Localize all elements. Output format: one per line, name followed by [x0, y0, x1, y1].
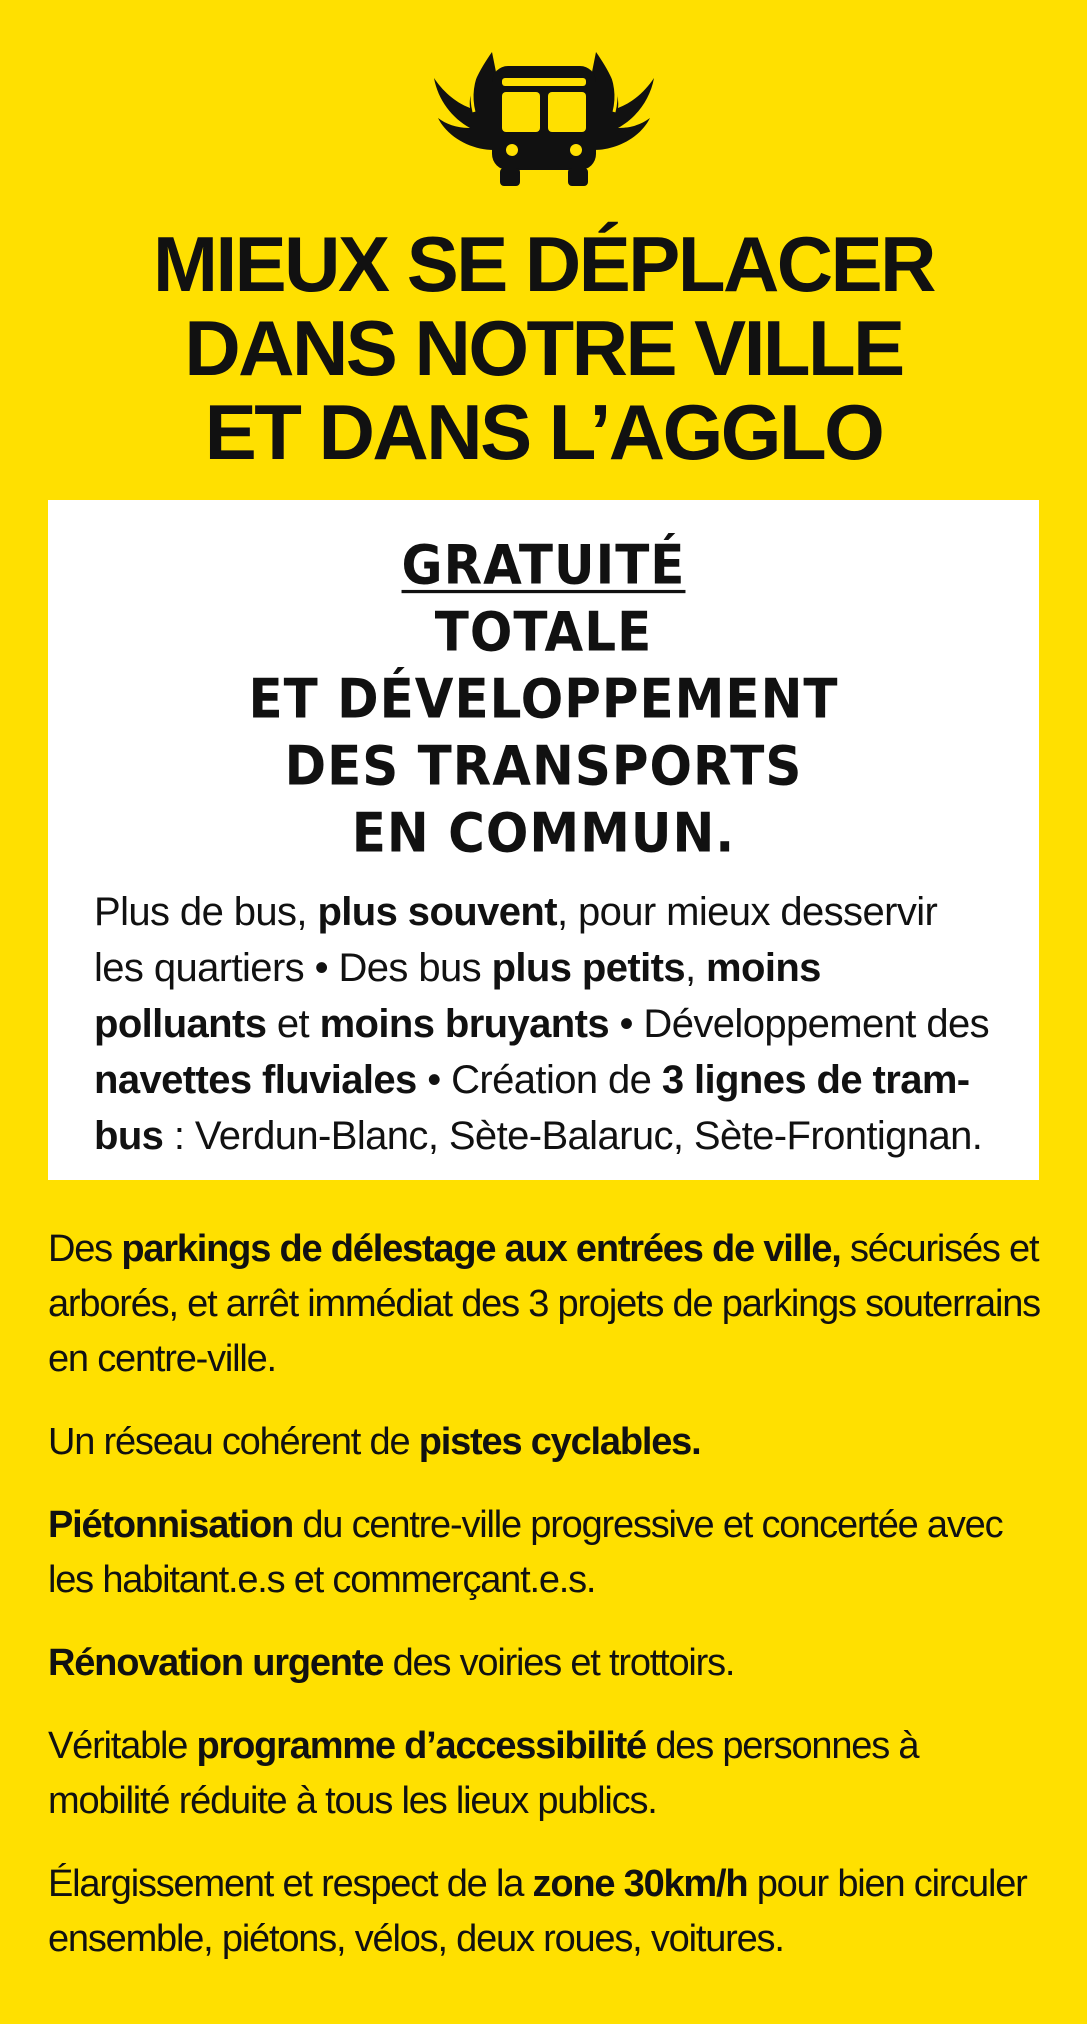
headline-line: ET DANS L’AGGLO	[204, 388, 883, 476]
item-bold: programme d’accessibilité	[196, 1725, 646, 1767]
box-title-rest: TOTALE	[434, 600, 653, 664]
box-title-line	[94, 532, 993, 666]
box-title-line: EN COMMUN.	[351, 801, 736, 865]
box-paragraph	[94, 884, 993, 1164]
text-segment: • Création de	[416, 1058, 662, 1102]
transport-box	[48, 500, 1039, 1180]
underlined-word: GRATUITÉ	[401, 533, 686, 597]
item-post: du centre-ville progressive et concertée avec les habitant.e.s et commerçant.e.s.	[48, 1504, 1003, 1601]
measures-list	[48, 1222, 1048, 1995]
item-pre: Un réseau cohérent de	[48, 1421, 419, 1463]
winged-bus-icon	[430, 42, 658, 192]
text-segment: ,	[684, 946, 707, 990]
headline-line: MIEUX SE DÉPLACER	[153, 220, 934, 308]
item-post: sécurisés et arborés, et arrêt immédiat des 3 projets de parkings souterrains en centre-ville.	[48, 1228, 1040, 1380]
list-item	[48, 1719, 1048, 1829]
box-title-line: DES TRANSPORTS	[284, 734, 803, 798]
list-item	[48, 1636, 1048, 1691]
item-bold: Rénovation urgente	[48, 1642, 384, 1684]
item-pre: Des	[48, 1228, 122, 1270]
item-bold: zone 30km/h	[532, 1863, 748, 1905]
list-item	[48, 1498, 1048, 1608]
bold-segment: 3 lignes de tram-bus	[94, 1058, 970, 1158]
bold-segment: moins bruyants	[319, 1002, 609, 1046]
text-segment: Plus de bus,	[94, 890, 318, 934]
item-bold: Piétonnisation	[48, 1504, 293, 1546]
item-bold: parkings de délestage aux entrées de ville,	[121, 1228, 841, 1270]
text-segment: : Verdun-Blanc, Sète-Balaruc, Sète-Frontignan.	[163, 1114, 983, 1158]
list-item	[48, 1857, 1048, 1967]
item-bold: pistes cyclables.	[418, 1421, 701, 1463]
item-pre: Élargissement et respect de la	[48, 1863, 533, 1905]
list-item	[48, 1415, 1048, 1470]
item-pre: Véritable	[48, 1725, 197, 1767]
headline-line: DANS NOTRE VILLE	[184, 304, 903, 392]
bold-segment: plus souvent	[317, 890, 557, 934]
text-segment: • Développement des	[609, 1002, 990, 1046]
item-post: des voiries et trottoirs.	[383, 1642, 735, 1684]
bold-segment: navettes fluviales	[94, 1058, 417, 1102]
bold-segment: moins polluants	[94, 946, 821, 1046]
item-post: pour bien circuler ensemble, piétons, vélos, deux roues, voitures.	[48, 1863, 1027, 1960]
list-item	[48, 1222, 1048, 1387]
bold-segment: plus petits	[491, 946, 685, 990]
box-title-line: ET DÉVELOPPEMENT	[248, 667, 839, 731]
text-segment: et	[266, 1002, 320, 1046]
headline	[0, 222, 1087, 474]
text-segment: , pour mieux desservir les quartiers • Des bus	[94, 890, 938, 990]
box-title	[94, 532, 993, 867]
item-post: des personnes à mobilité réduite à tous les lieux publics.	[48, 1725, 919, 1822]
